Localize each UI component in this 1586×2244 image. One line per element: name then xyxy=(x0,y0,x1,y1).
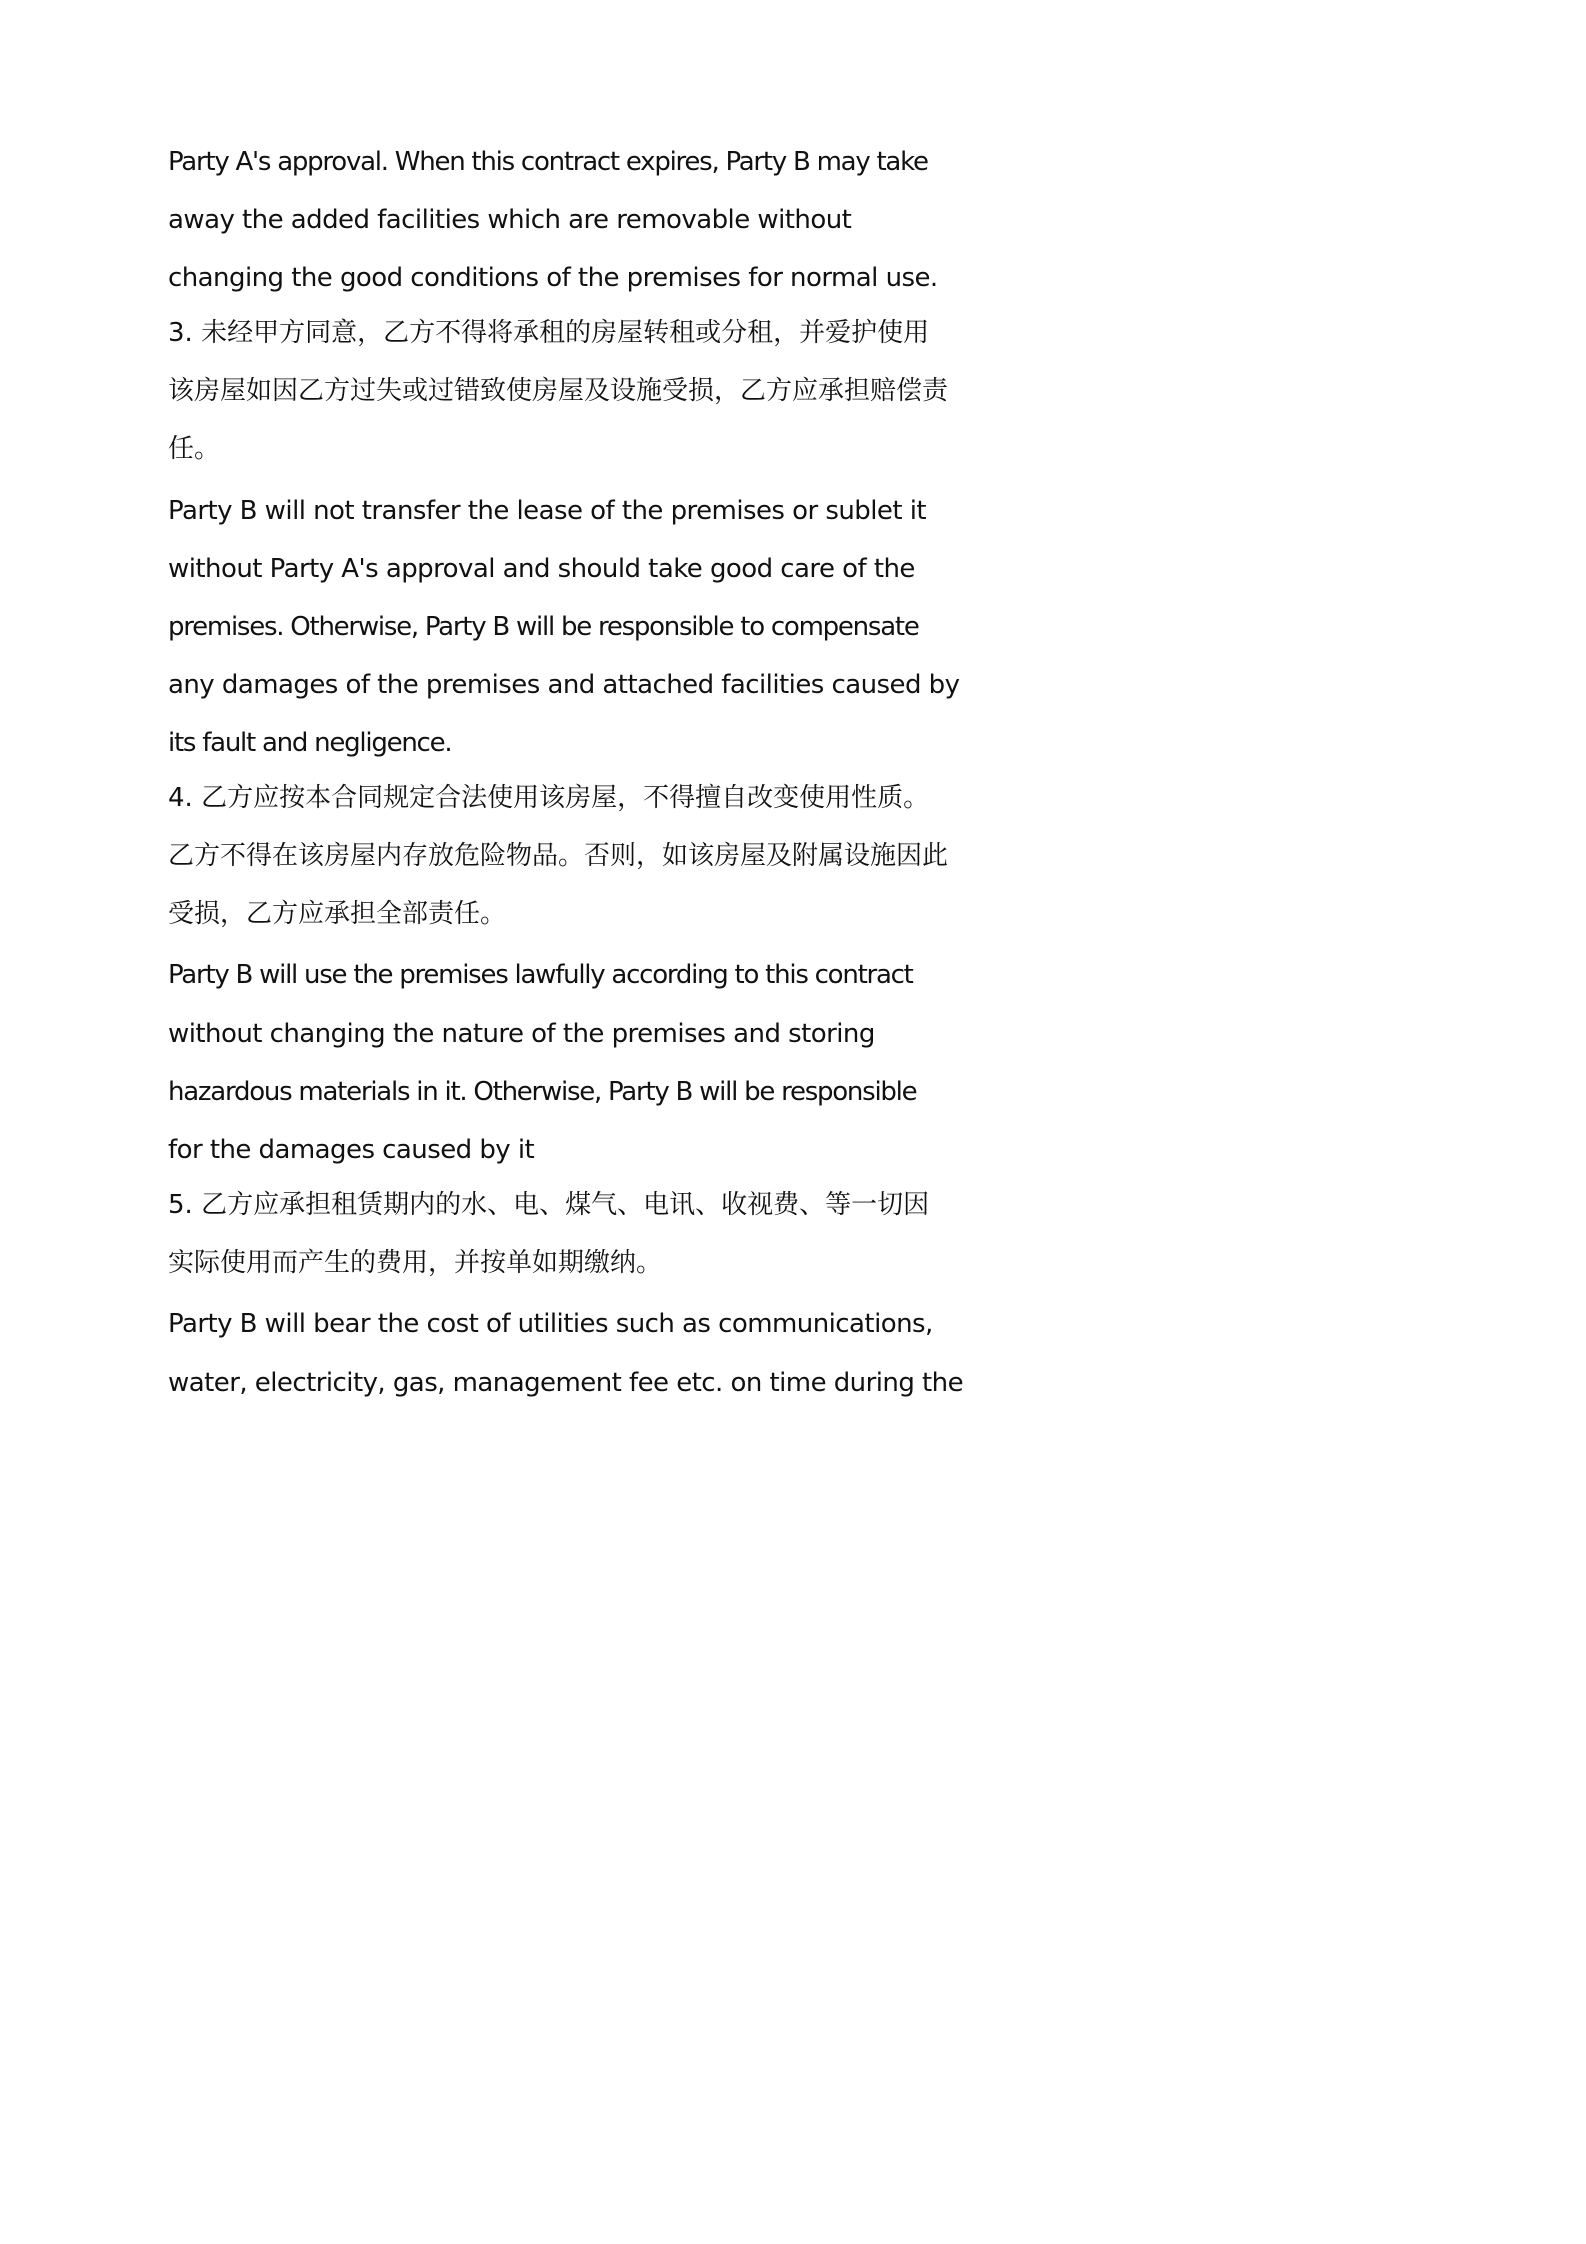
text-line-21: Party B will bear the cost of utilities such as communications, xyxy=(168,1309,933,1339)
text-line-17: hazardous materials in it. Otherwise, Party B will be responsible xyxy=(168,1077,917,1107)
text-line-3: changing the good conditions of the premises for normal use. xyxy=(168,263,938,293)
text-line-10: any damages of the premises and attached facilities caused by xyxy=(168,670,960,700)
text-line-1: Party A's approval. When this contract expires, Party B may take xyxy=(168,147,928,177)
text-line-6: 任。 xyxy=(168,434,221,464)
text-line-5: 该房屋如因乙方过失或过错致使房屋及设施受损，乙方应承担赔偿责 xyxy=(168,376,949,406)
text-line-11: its fault and negligence. xyxy=(168,728,452,758)
text-line-4: 3. 未经甲方同意，乙方不得将承租的房屋转租或分租，并爱护使用 xyxy=(168,318,930,348)
text-line-16: without changing the nature of the premises and storing xyxy=(168,1019,875,1049)
text-line-7: Party B will not transfer the lease of the premises or sublet it xyxy=(168,496,927,526)
text-line-14: 受损，乙方应承担全部责任。 xyxy=(168,899,507,929)
text-line-19: 5. 乙方应承担租赁期内的水、电、煤气、电讯、收视费、等一切因 xyxy=(168,1190,930,1220)
text-line-9: premises. Otherwise, Party B will be responsible to compensate xyxy=(168,612,919,642)
text-line-18: for the damages caused by it xyxy=(168,1135,535,1165)
text-line-13: 乙方不得在该房屋内存放危险物品。否则，如该房屋及附属设施因此 xyxy=(168,841,949,871)
document-page xyxy=(0,0,1104,1561)
text-line-15: Party B will use the premises lawfully according to this contract xyxy=(168,960,913,990)
text-line-2: away the added facilities which are removable without xyxy=(168,205,852,235)
text-line-20: 实际使用而产生的费用，并按单如期缴纳。 xyxy=(168,1248,663,1278)
text-line-12: 4. 乙方应按本合同规定合法使用该房屋，不得擅自改变使用性质。 xyxy=(168,783,930,813)
text-line-8: without Party A's approval and should take good care of the xyxy=(168,554,915,584)
text-line-22: water, electricity, gas, management fee etc. on time during the xyxy=(168,1368,964,1398)
